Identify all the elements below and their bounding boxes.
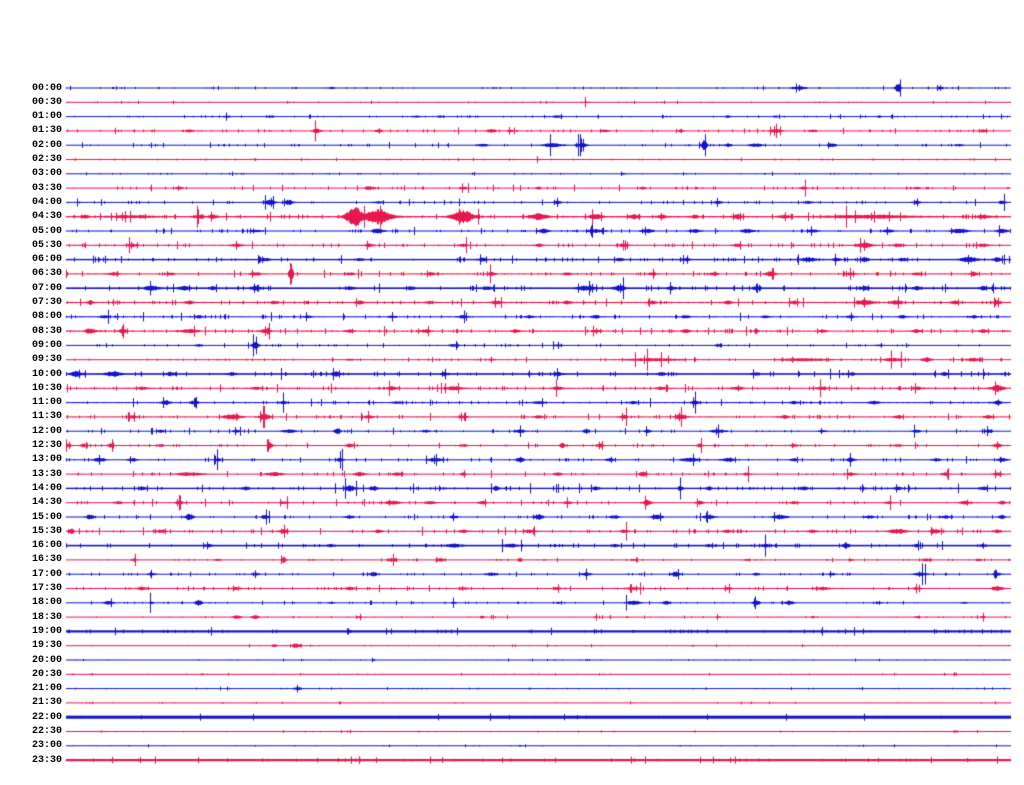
trace-time-label: 15:30 xyxy=(31,525,62,537)
trace-time-label: 08:00 xyxy=(31,311,62,323)
trace-time-label: 10:30 xyxy=(31,382,62,394)
trace-time-label: 04:30 xyxy=(31,211,62,223)
trace-time-label: 07:30 xyxy=(31,297,62,308)
trace-time-label: 20:30 xyxy=(31,668,62,680)
trace-time-label: 04:00 xyxy=(31,196,62,208)
trace-time-label: 11:00 xyxy=(31,397,62,409)
trace-time-label: 02:00 xyxy=(31,139,62,151)
trace-time-label: 12:00 xyxy=(31,425,62,437)
trace-time-label: 00:30 xyxy=(31,96,62,108)
trace-time-label: 03:00 xyxy=(31,168,62,180)
trace-time-label: 12:30 xyxy=(31,440,62,451)
trace-time-label: 11:30 xyxy=(31,411,62,423)
trace-time-label: 19:30 xyxy=(31,640,62,652)
trace-time-label: 06:00 xyxy=(31,254,62,266)
trace-time-label: 10:00 xyxy=(31,368,62,380)
trace-time-label: 13:30 xyxy=(31,468,62,480)
trace-time-label: 05:30 xyxy=(31,239,62,251)
trace-time-label: 09:00 xyxy=(31,339,62,351)
trace-time-label: 00:00 xyxy=(31,82,62,94)
trace-time-label: 03:30 xyxy=(31,182,62,194)
trace-time-label: 16:30 xyxy=(31,554,62,566)
trace-time-label: 01:00 xyxy=(31,111,62,123)
trace-time-label: 23:30 xyxy=(31,754,62,766)
trace-time-label: 13:00 xyxy=(31,454,62,466)
trace-time-label: 05:00 xyxy=(31,225,62,237)
trace-time-label: 08:30 xyxy=(31,325,62,337)
trace-time-label: 22:00 xyxy=(31,711,62,723)
trace-time-label: 01:30 xyxy=(31,125,62,137)
trace-time-label: 16:00 xyxy=(31,540,62,552)
trace-time-label: 14:30 xyxy=(31,497,62,509)
trace-time-label: 20:00 xyxy=(31,654,62,666)
trace-time-label: 15:00 xyxy=(31,511,62,523)
trace-time-label: 07:00 xyxy=(31,282,62,294)
trace-time-label: 14:00 xyxy=(31,482,62,494)
trace-time-label: 18:30 xyxy=(31,611,62,623)
trace-time-label: 18:00 xyxy=(31,597,62,609)
trace-time-label: 06:30 xyxy=(31,268,62,280)
trace-time-label: 19:00 xyxy=(31,625,62,637)
trace-time-label: 17:00 xyxy=(31,568,62,580)
trace-time-label: 21:30 xyxy=(31,697,62,709)
trace-time-label: 09:30 xyxy=(31,354,62,366)
trace-time-label: 22:30 xyxy=(31,726,62,737)
trace-time-label: 02:30 xyxy=(31,154,62,165)
trace-time-label: 21:00 xyxy=(31,683,62,695)
trace-time-label: 23:00 xyxy=(31,740,62,752)
trace-time-label: 17:30 xyxy=(31,583,62,594)
